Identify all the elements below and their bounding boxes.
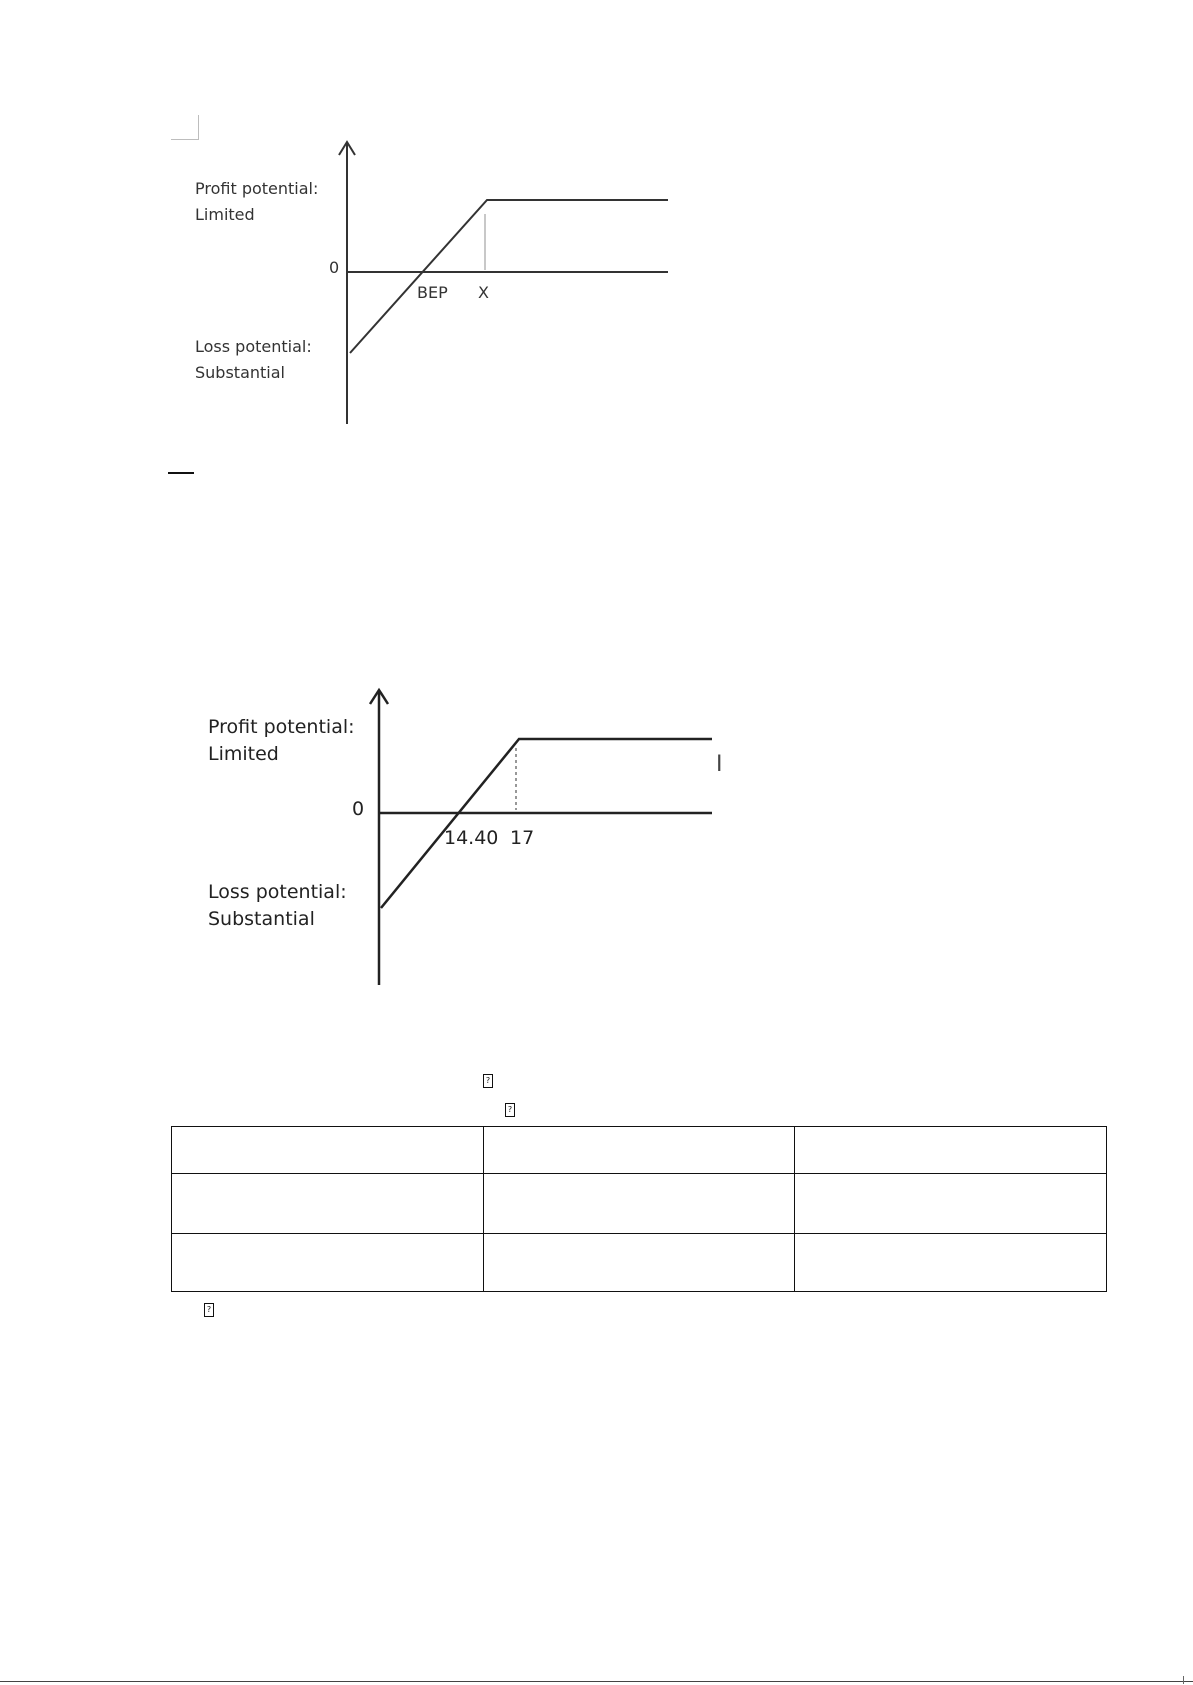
table-cell (483, 1174, 795, 1234)
table-cell (172, 1234, 484, 1292)
table-cell (795, 1127, 1107, 1174)
empty-table (171, 1126, 1107, 1292)
table-cell (795, 1234, 1107, 1292)
fig2-zero-label: 0 (352, 798, 365, 820)
fig2-loss-label-1: Loss potential: (208, 881, 347, 903)
fig2-profit-label-1: Profit potential: (208, 716, 355, 738)
table-row (172, 1174, 1107, 1234)
fig1-zero-label: 0 (329, 258, 340, 277)
fig1-bep-label: BEP (417, 283, 448, 302)
fig1-loss-label-1: Loss potential: (195, 337, 312, 356)
missing-glyph-icon: ? (483, 1074, 493, 1088)
table-cell (795, 1174, 1107, 1234)
fig2-strike-label: 17 (510, 827, 535, 849)
fig1-profit-label-1: Profit potential: (195, 179, 319, 198)
fig2-loss-label-2: Substantial (208, 908, 315, 930)
page-bottom-rule (0, 1681, 1193, 1682)
payoff-diagram-2 (0, 660, 1193, 1000)
page-bottom-tick (1183, 1676, 1184, 1684)
table-cell (483, 1234, 795, 1292)
table-row (172, 1127, 1107, 1174)
fig1-loss-label-2: Substantial (195, 363, 285, 382)
table-cell (172, 1127, 484, 1174)
missing-glyph-icon: ? (204, 1303, 214, 1317)
table-cell (483, 1127, 795, 1174)
table-cell (172, 1174, 484, 1234)
table-row (172, 1234, 1107, 1292)
separator-mark (168, 472, 194, 474)
fig1-strike-label: X (478, 283, 489, 302)
fig2-payoff-line (381, 739, 712, 908)
fig1-payoff-line (350, 200, 668, 353)
fig1-profit-label-2: Limited (195, 205, 255, 224)
payoff-diagram-1 (0, 0, 1193, 460)
missing-glyph-icon: ? (505, 1103, 515, 1117)
fig2-profit-label-2: Limited (208, 743, 279, 765)
text-cursor-icon: I (716, 752, 723, 777)
fig2-bep-label: 14.40 (444, 827, 499, 849)
